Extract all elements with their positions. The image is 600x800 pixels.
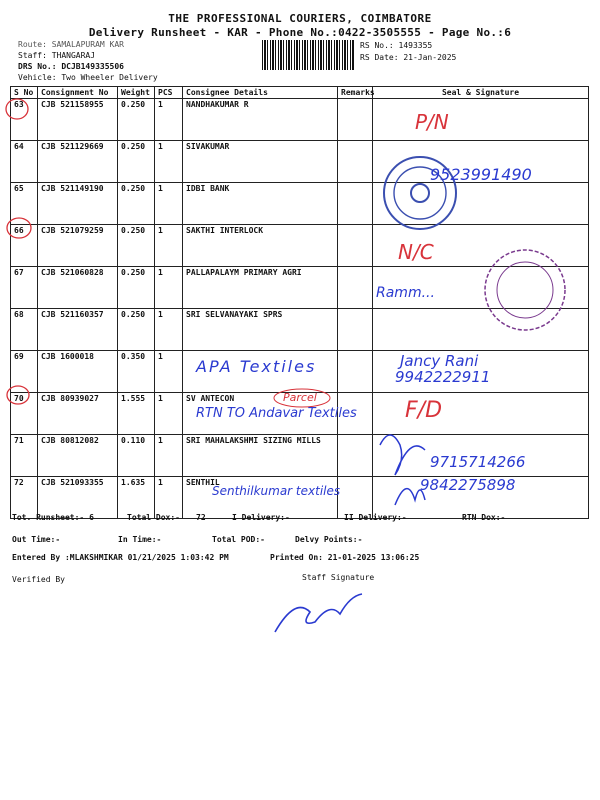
cell-cno: CJB 521160357 [38, 309, 118, 351]
verified-by: Verified By [12, 575, 65, 584]
col-remarks: Remarks [338, 87, 373, 99]
r69-phone: 9942222911 [395, 368, 491, 386]
cell-pcs: 1 [155, 141, 183, 183]
r64-phone: 9523991490 [430, 165, 532, 184]
r72-consignee-hw: Senthilkumar textiles [212, 484, 341, 498]
cell-weight: 0.250 [118, 309, 155, 351]
r68-signature: Ramm... [376, 285, 435, 301]
r70-fd: F/D [405, 398, 443, 423]
cell-sno: 68 [11, 309, 38, 351]
col-sno: S No [11, 87, 38, 99]
cell-consignee: SENTHIL [183, 477, 338, 519]
total-dox: Total Dox:- [127, 513, 180, 522]
cell-sno: 72 [11, 477, 38, 519]
cell-consignee: SIVAKUMAR [183, 141, 338, 183]
row66-circle [7, 218, 31, 238]
cell-sno: 65 [11, 183, 38, 225]
cell-sno: 66 [11, 225, 38, 267]
cell-cno: CJB 521093355 [38, 477, 118, 519]
rtn-dox: RTN Dox:- [462, 513, 506, 522]
in-time: In Time:- [118, 535, 162, 544]
cell-pcs: 1 [155, 99, 183, 141]
route-label: Route: SAMALAPURAM KAR [18, 40, 124, 49]
r71-phone: 9715714266 [430, 453, 526, 471]
cell-consignee: IDBI BANK [183, 183, 338, 225]
staff-signature-mark [275, 594, 362, 632]
r66-nc: N/C [398, 240, 434, 264]
cell-consignee: SAKTHI INTERLOCK [183, 225, 338, 267]
printed-on: Printed On: 21-01-2025 13:06:25 [270, 553, 420, 562]
cell-cno: CJB 521158955 [38, 99, 118, 141]
cell-sno: 69 [11, 351, 38, 393]
cell-sno: 63 [11, 99, 38, 141]
cell-pcs: 1 [155, 477, 183, 519]
rs-no: RS No.: 1493355 [360, 41, 433, 50]
row71-signature [380, 435, 425, 475]
cell-pcs: 1 [155, 225, 183, 267]
r69-consignee-hw: APA Textiles [196, 357, 317, 376]
society-seal [485, 250, 565, 330]
runsheet-subtitle: Delivery Runsheet - KAR - Phone No.:0422-3505555 - Page No.:6 [88, 26, 512, 39]
col-weight: Weight [118, 87, 155, 99]
i-delivery: I Delivery:- [232, 513, 290, 522]
staff-signature-label: Staff Signature [302, 573, 375, 582]
col-consignment: Consignment No [38, 87, 118, 99]
cell-weight: 0.110 [118, 435, 155, 477]
delvy-points: Delvy Points:- [295, 535, 363, 544]
cell-consignee: PALLAPALAYM PRIMARY AGRI [183, 267, 338, 309]
cell-weight: 0.250 [118, 183, 155, 225]
r72-phone: 9842275898 [420, 476, 516, 494]
cell-weight: 0.250 [118, 225, 155, 267]
cell-sno: 64 [11, 141, 38, 183]
total-pod: Total POD:- [212, 535, 265, 544]
cell-cno: CJB 80939027 [38, 393, 118, 435]
cell-consignee: SRI SELVANAYAKI SPRS [183, 309, 338, 351]
company-title: THE PROFESSIONAL COURIERS, COIMBATORE [168, 12, 432, 25]
cell-cno: CJB 521079259 [38, 225, 118, 267]
cell-cno: CJB 521149190 [38, 183, 118, 225]
out-time: Out Time:- [12, 535, 61, 544]
staff-label: Staff: THANGARAJ [18, 51, 96, 60]
cell-cno: CJB 1600018 [38, 351, 118, 393]
vehicle-label: Vehicle: Two Wheeler Delivery [18, 73, 158, 82]
cell-pcs: 1 [155, 183, 183, 225]
entered-by: Entered By :MLAKSHMIKAR 01/21/2025 1:03:42 PM [12, 553, 229, 562]
cell-cno: CJB 521129669 [38, 141, 118, 183]
r70-parcel: Parcel [283, 391, 317, 404]
col-seal: Seal & Signature [373, 87, 589, 99]
r69-signature: Jancy Rani [400, 352, 479, 370]
cell-consignee: NANDHAKUMAR R [183, 99, 338, 141]
cell-weight: 1.555 [118, 393, 155, 435]
col-pcs: PCS [155, 87, 183, 99]
cell-weight: 0.250 [118, 99, 155, 141]
cell-weight: 0.250 [118, 141, 155, 183]
cell-consignee: SRI MAHALAKSHMI SIZING MILLS [183, 435, 338, 477]
r70-rtn: RTN TO Andavar Textiles [196, 406, 357, 421]
cell-pcs: 1 [155, 267, 183, 309]
cell-sno: 67 [11, 267, 38, 309]
cell-weight: 0.350 [118, 351, 155, 393]
cell-weight: 0.250 [118, 267, 155, 309]
tot-runsheet: Tot. Runsheet:- 6 [12, 513, 94, 522]
cell-pcs: 1 [155, 351, 183, 393]
cell-sno: 71 [11, 435, 38, 477]
cell-cno: CJB 521060828 [38, 267, 118, 309]
r63-pn: P/N [415, 110, 449, 134]
drs-label: DRS No.: DCJB149335506 [18, 62, 124, 71]
cell-cno: CJB 80812082 [38, 435, 118, 477]
row63-circle [6, 99, 28, 119]
col-consignee: Consignee Details [183, 87, 338, 99]
cell-weight: 1.635 [118, 477, 155, 519]
cell-pcs: 1 [155, 309, 183, 351]
rs-date: RS Date: 21-Jan-2025 [360, 53, 457, 62]
cell-consignee: SV ANTECON [183, 393, 338, 435]
cell-sno: 70 [11, 393, 38, 435]
total-dox-value: 72 [196, 513, 206, 522]
ii-delivery: II Delivery:- [344, 513, 407, 522]
cell-pcs: 1 [155, 435, 183, 477]
row70-circle [7, 386, 29, 404]
cell-pcs: 1 [155, 393, 183, 435]
